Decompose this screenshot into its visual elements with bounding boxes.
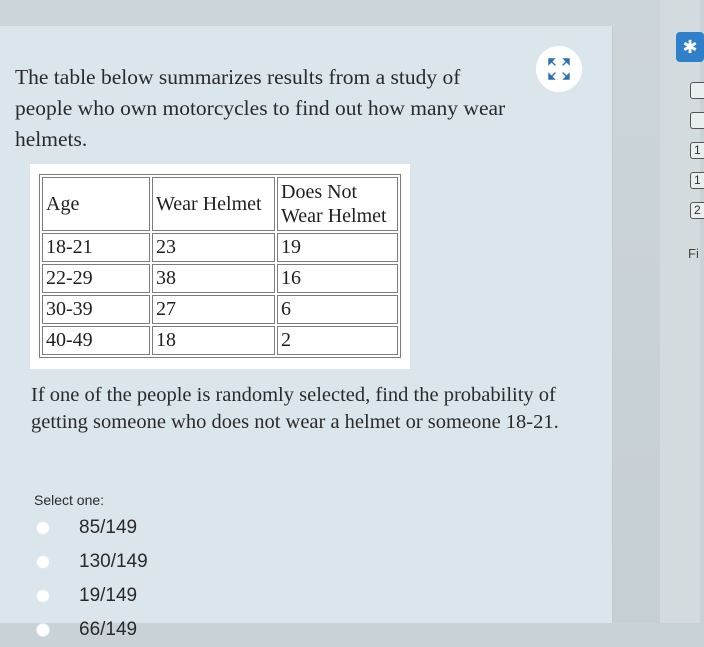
select-one-label: Select one: bbox=[34, 492, 105, 508]
cell-age: 18-21 bbox=[42, 233, 150, 262]
radio-button[interactable] bbox=[36, 555, 50, 569]
answer-option-4[interactable] bbox=[36, 613, 148, 647]
radio-button[interactable] bbox=[36, 521, 50, 535]
cell-age: 22-29 bbox=[42, 264, 150, 293]
answer-option-1[interactable] bbox=[36, 511, 148, 545]
header-does-not-line2: Wear Helmet bbox=[281, 205, 387, 227]
cell-age: 40-49 bbox=[42, 326, 150, 355]
cell-wear-helmet: 18 bbox=[152, 326, 275, 355]
option-label: 85/149 bbox=[79, 517, 138, 538]
table-row bbox=[42, 264, 398, 293]
question-nav-box[interactable]: 2 bbox=[690, 202, 704, 219]
finish-link-label[interactable]: Fi bbox=[688, 246, 699, 261]
table-row bbox=[42, 233, 398, 262]
helmet-table-container bbox=[39, 174, 401, 358]
cell-age: 30-39 bbox=[42, 295, 150, 324]
question-intro: The table below summarizes results from a study of people who own motorcycles to find out how many wear helmets. bbox=[15, 65, 506, 151]
option-label: 66/149 bbox=[79, 619, 138, 640]
radio-button[interactable] bbox=[36, 623, 50, 637]
answer-option-3[interactable] bbox=[36, 579, 148, 613]
option-label: 19/149 bbox=[79, 585, 138, 606]
answer-option-2[interactable] bbox=[36, 545, 148, 579]
table-row bbox=[42, 295, 398, 324]
option-label: 130/149 bbox=[79, 551, 148, 572]
expand-arrows-icon[interactable] bbox=[536, 46, 582, 92]
cell-not-wear-helmet: 2 bbox=[277, 326, 398, 355]
radio-button[interactable] bbox=[36, 589, 50, 603]
question-nav-box[interactable]: 1 bbox=[690, 142, 704, 159]
question-nav-box[interactable] bbox=[690, 112, 704, 129]
header-wear-helmet: Wear Helmet bbox=[152, 177, 275, 231]
cell-not-wear-helmet: 6 bbox=[277, 295, 398, 324]
table-header-row bbox=[42, 177, 398, 231]
question-nav-box[interactable] bbox=[690, 82, 704, 99]
helmet-data-table bbox=[39, 174, 401, 358]
header-age: Age bbox=[42, 177, 150, 231]
asterisk-icon[interactable]: ✱ bbox=[676, 32, 704, 62]
cell-not-wear-helmet: 16 bbox=[277, 264, 398, 293]
question-nav-box[interactable]: 1 bbox=[690, 172, 704, 189]
cell-wear-helmet: 38 bbox=[152, 264, 275, 293]
question-prompt: If one of the people is randomly selected, find the probability of getting someone who does not wear a helmet or someone 18-21. bbox=[31, 384, 559, 433]
question-card bbox=[0, 26, 613, 640]
cell-not-wear-helmet: 19 bbox=[277, 233, 398, 262]
answer-options bbox=[36, 511, 148, 647]
header-does-not-line1: Does Not bbox=[281, 181, 358, 203]
cell-wear-helmet: 23 bbox=[152, 233, 275, 262]
cell-wear-helmet: 27 bbox=[152, 295, 275, 324]
table-row bbox=[42, 326, 398, 355]
header-does-not-wear-helmet bbox=[277, 177, 398, 231]
